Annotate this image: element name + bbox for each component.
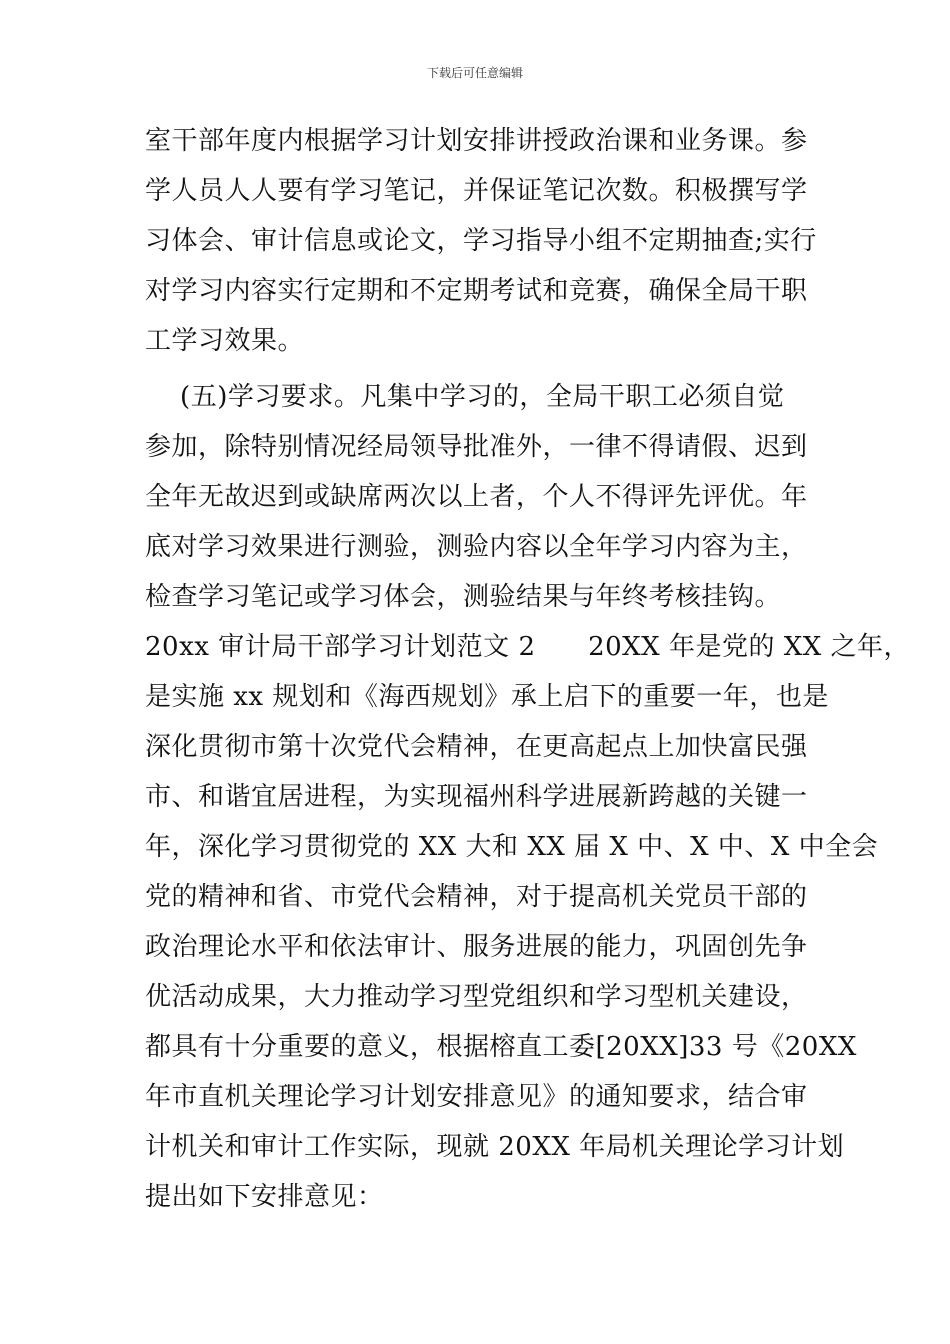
text-line: 全年无故迟到或缺席两次以上者，个人不得评先评优。年 bbox=[145, 482, 808, 512]
text-line: 市、和谐宜居进程，为实现福州科学进展新跨越的关键一 bbox=[145, 782, 808, 812]
text-line: 底对学习效果进行测验，测验内容以全年学习内容为主， bbox=[145, 532, 808, 562]
text-line: (五)学习要求。凡集中学习的，全局干职工必须自觉 bbox=[145, 382, 785, 412]
text-line: 室干部年度内根据学习计划安排讲授政治课和业务课。参 bbox=[145, 126, 808, 156]
text-line: 学人员人人要有学习笔记，并保证笔记次数。积极撰写学 bbox=[145, 176, 808, 206]
page-header-note: 下载后可任意编辑 bbox=[426, 66, 523, 80]
text-line: 都具有十分重要的意义，根据榕直工委[20XX]33 号《20XX bbox=[145, 1032, 857, 1062]
text-line: 年市直机关理论学习计划安排意见》的通知要求，结合审 bbox=[145, 1082, 808, 1112]
text-line: 计机关和审计工作实际，现就 20XX 年局机关理论学习计划 bbox=[145, 1132, 845, 1162]
text-line: 党的精神和省、市党代会精神，对于提高机关党员干部的 bbox=[145, 882, 808, 912]
text-line: 对学习内容实行定期和不定期考试和竞赛，确保全局干职 bbox=[145, 276, 808, 306]
text-line: 深化贯彻市第十次党代会精神，在更高起点上加快富民强 bbox=[145, 732, 808, 762]
text-line: 参加，除特别情况经局领导批准外，一律不得请假、迟到 bbox=[145, 432, 808, 462]
text-line: 提出如下安排意见： bbox=[145, 1182, 384, 1212]
text-line: 政治理论水平和依法审计、服务进展的能力，巩固创先争 bbox=[145, 932, 808, 962]
text-line: 工学习效果。 bbox=[145, 326, 305, 356]
text-line: 优活动成果，大力推动学习型党组织和学习型机关建设， bbox=[145, 982, 808, 1012]
text-line: 检查学习笔记或学习体会，测验结果与年终考核挂钩。 bbox=[145, 582, 782, 612]
text-line: 年，深化学习贯彻党的 XX 大和 XX 届 X 中、X 中、X 中全会 bbox=[145, 832, 879, 862]
text-line: 20xx 审计局干部学习计划范文 2 20XX 年是党的 XX 之年， bbox=[145, 632, 910, 662]
text-line: 习体会、审计信息或论文，学习指导小组不定期抽查;实行 bbox=[145, 226, 817, 256]
text-line: 是实施 xx 规划和《海西规划》承上启下的重要一年，也是 bbox=[145, 682, 829, 712]
